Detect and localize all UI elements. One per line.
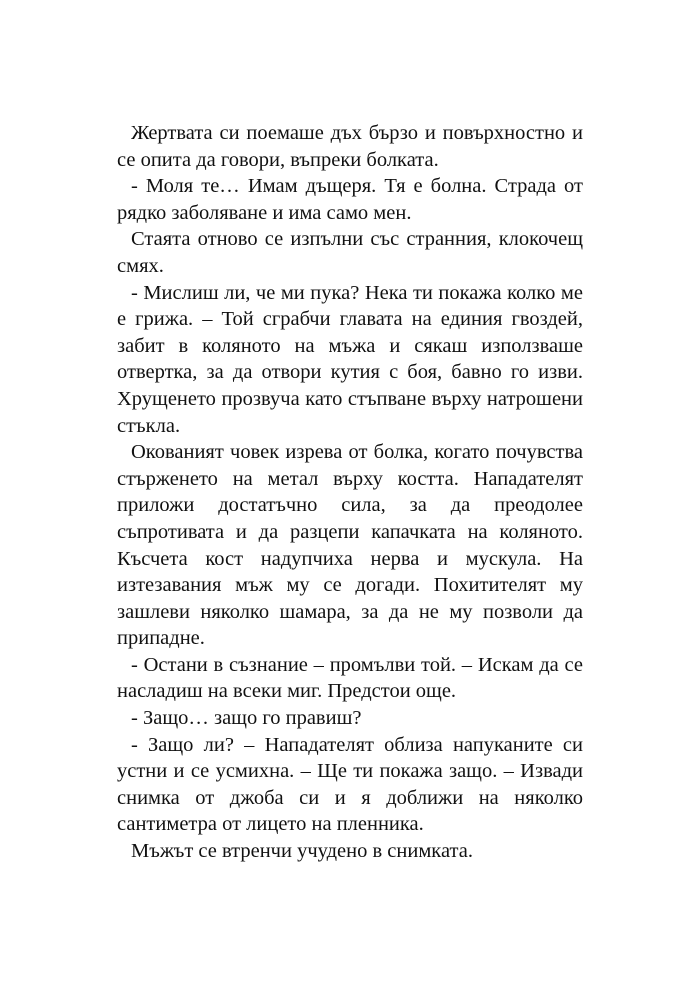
paragraph: - Остани в съзнание – промълви той. – Искам да се насладиш на всеки миг. Предстои още. (117, 653, 583, 703)
paragraph: Окованият човек изрева от болка, когато почувства стърженето на метал върху костта. Нападателят приложи достатъчно сила, за да преодолее съпротивата и да разцепи капачката на коляното. Късчета кост надупчиха нерва и мускула. На изтезавания мъж му се догади. Похитителят му зашлеви няколко шамара, за да не му позволи да припадне. (117, 441, 583, 650)
paragraph: - Моля те… Имам дъщеря. Тя е болна. Страда от рядко заболяване и има само мен. (117, 175, 583, 224)
paragraph: Мъжът се втренчи учудено в снимката. (131, 840, 473, 863)
paragraph: - Защо ли? – Нападателят облиза напуканите си устни и се усмихна. – Ще ти покажа защо. – Извади снимка от джоба си и я доближи на няколко сантиметра от лицето на пленника. (117, 733, 583, 836)
paragraph: - Мислиш ли, че ми пука? Нека ти покажа колко ме е грижа. – Той сграбчи главата на единия гвоздей, забит в коляното на мъжа и сякаш използваше отвертка, за да отвори кутия с боя, бавно го изви. Хрущенето прозвуча като стъпване върху натрошени стъкла. (117, 281, 583, 437)
page-text (117, 120, 583, 865)
paragraph: Стаята отново се изпълни със странния, клокочещ смях. (117, 228, 583, 277)
paragraph: - Защо… защо го правиш? (131, 707, 362, 730)
paragraph: Жертвата си поемаше дъх бързо и повърхностно и се опита да говори, въпреки болката. (117, 122, 583, 171)
